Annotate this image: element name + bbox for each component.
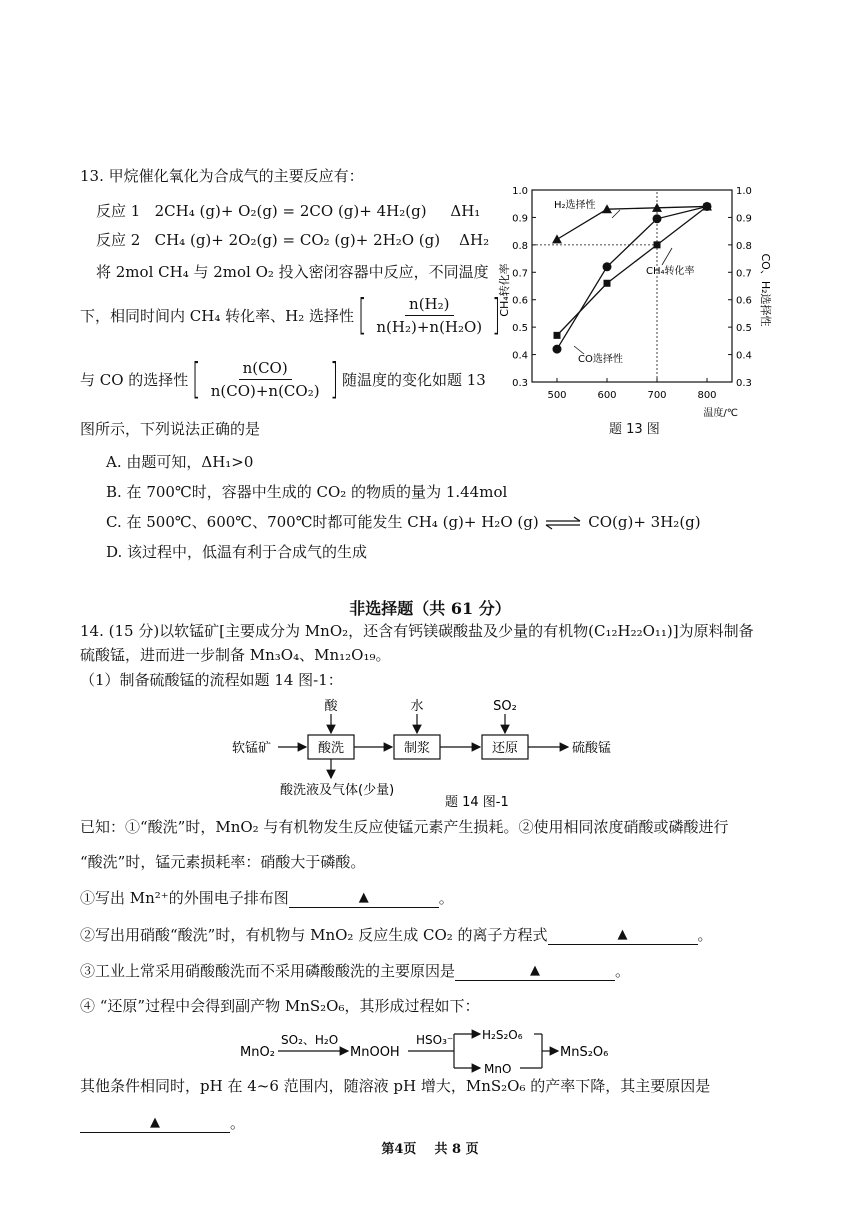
y-tick-label-left: 0.4	[512, 350, 528, 362]
option-c-text: C. 在 500℃、600℃、700℃时都可能发生 CH₄ (g)+ H₂O (g)	[106, 513, 539, 531]
co-selectivity-formula: [ $\frac{n(CO)}{\text{n(CO)+n(CO₂)}}$ ]	[192, 354, 338, 403]
option-a: A. 由题可知，ΔH₁>0	[106, 453, 254, 471]
q13-paragraph-3-tail: 随温度的变化如题 13	[341, 370, 486, 389]
y-tick-label-left: 0.6	[512, 295, 528, 307]
point-circle	[703, 202, 712, 211]
option-b: B. 在 700℃时，容器中生成的 CO₂ 的物质的量为 1.44mol	[106, 483, 508, 501]
y-tick-label-left: 1.0	[512, 186, 528, 197]
flow-raw-material: 软锰矿	[232, 741, 272, 756]
reaction-1	[96, 201, 480, 221]
scheme-start: MnO₂	[240, 1045, 275, 1060]
q14-question-1-text: ①写出 Mn²⁺的外围电子排布图	[80, 889, 289, 907]
q14-question-5-answer	[80, 1112, 245, 1133]
legend-co-selectivity: CO选择性	[578, 354, 623, 365]
y-tick-label-right: 0.8	[736, 240, 752, 252]
q14-question-5: 其他条件相同时，pH 在 4~6 范围内，随溶液 pH 增大，MnS₂O₆ 的产率下降，其主要原因是	[80, 1077, 711, 1095]
scheme-reagent-2: HSO₃⁻	[416, 1033, 454, 1047]
answer-blank-2[interactable]	[548, 924, 698, 945]
q14-question-3-text: ③工业上常采用硝酸酸洗而不采用磷酸酸洗的主要原因是	[80, 962, 456, 980]
q13-paragraph-3-text: 与 CO 的选择性	[80, 370, 189, 389]
q14-question-4: ④ “还原”过程中会得到副产物 MnS₂O₆，其形成过程如下：	[80, 997, 480, 1015]
q14-question-2	[80, 924, 713, 945]
blank-marker: ▲	[530, 963, 541, 978]
legend-ch4-conversion: CH₄转化率	[646, 266, 695, 277]
flow-box-slurry-label: 制浆	[403, 741, 431, 756]
leader-line-h2	[612, 210, 620, 218]
leader-line-co	[574, 346, 584, 354]
option-c-product: CO(g)+ 3H₂(g)	[588, 513, 701, 531]
page-number: 第4页	[381, 1142, 417, 1157]
y-tick-label-right: 0.7	[736, 268, 752, 280]
q14-known-1: 已知：①“酸洗”时，MnO₂ 与有机物发生反应使锰元素产生损耗。②使用相同浓度硝酸或磷酸进行	[80, 818, 729, 836]
blank-marker: ▲	[617, 927, 628, 942]
reaction-scheme	[236, 1022, 656, 1082]
flow-box-reduce-label: 还原	[491, 741, 519, 756]
q13-paragraph-2	[80, 290, 505, 339]
y-tick-label-left: 0.7	[512, 268, 528, 280]
reaction-2	[96, 230, 489, 250]
q13-paragraph-4: 图所示，下列说法正确的是	[80, 420, 261, 438]
y-tick-label-right: 1.0	[736, 186, 752, 197]
reaction-2-label: 反应 2	[96, 231, 141, 249]
h2-formula-numerator: n(H₂)	[405, 295, 453, 316]
flow-output-waste: 酸洗液及气体(少量)	[280, 783, 395, 798]
period: 。	[615, 962, 631, 980]
q14-known-2: “酸洗”时，锰元素损耗率：硝酸大于磷酸。	[80, 853, 366, 871]
y-tick-label-right: 0.9	[736, 213, 752, 225]
q13-paragraph-3	[80, 354, 486, 403]
scheme-branch-top: H₂S₂O₆	[482, 1028, 523, 1042]
x-tick-label: 700	[647, 390, 667, 401]
reaction-2-dh: ΔH₂	[459, 231, 490, 249]
q14-question-3	[80, 960, 630, 981]
y-tick-label-left: 0.5	[512, 323, 528, 335]
q13-intro: 13. 甲烷催化氧化为合成气的主要反应有：	[80, 167, 364, 185]
option-d: D. 该过程中，低温有利于合成气的生成	[106, 543, 368, 561]
plot-area-frame	[532, 190, 732, 382]
flow-box-acid-wash-label: 酸洗	[317, 741, 345, 756]
answer-blank-4[interactable]	[80, 1112, 230, 1133]
flow-input-water: 水	[410, 699, 424, 714]
q14-line-1: 14. (15 分)以软锰矿[主要成分为 MnO₂，还含有钙镁碳酸盐及少量的有机物(C₁₂H₂₂O₁₁)]为原料制备	[80, 622, 754, 640]
h2-formula-denominator: n(H₂)+n(H₂O)	[376, 317, 483, 336]
period: 。	[697, 926, 713, 944]
scheme-reagent-1: SO₂、H₂O	[281, 1033, 339, 1047]
scheme-intermediate: MnOOH	[350, 1045, 400, 1060]
reaction-1-equation: 2CH₄ (g)+ O₂(g) = 2CO (g)+ 4H₂(g)	[154, 202, 427, 220]
section-title: 非选择题（共 61 分）	[349, 599, 511, 618]
series-line-2	[557, 206, 707, 349]
period: 。	[438, 889, 454, 907]
x-tick-label: 600	[597, 390, 617, 401]
q14-sub-1: （1）制备硫酸锰的流程如题 14 图-1：	[80, 671, 343, 689]
q13-paragraph-2-text: 下，相同时间内 CH₄ 转化率、H₂ 选择性	[80, 306, 354, 325]
answer-blank-3[interactable]	[455, 960, 615, 981]
period: 。	[230, 1114, 246, 1132]
q14-question-2-text: ②写出用硝酸“酸洗”时，有机物与 MnO₂ 反应生成 CO₂ 的离子方程式	[80, 926, 548, 944]
y-axis-left-label: CH₄转化率	[498, 263, 511, 317]
point-square	[554, 332, 561, 339]
flow-input-acid: 酸	[324, 699, 338, 714]
reaction-2-equation: CH₄ (g)+ 2O₂(g) = CO₂ (g)+ 2H₂O (g)	[154, 231, 441, 249]
point-circle	[553, 345, 562, 354]
scheme-branch-bottom: MnO	[484, 1062, 512, 1076]
y-tick-label-left: 0.9	[512, 213, 528, 225]
y-tick-label-left: 0.8	[512, 240, 528, 252]
h2-selectivity-formula: [ $\frac{\text{n(H₂)}}{\text{n(H₂)+n(H₂O)}}$ ]	[358, 290, 501, 339]
page-total: 共 8 页	[434, 1142, 479, 1157]
scheme-end: MnS₂O₆	[560, 1045, 609, 1060]
y-axis-right-label: CO、H₂选择性	[759, 253, 772, 327]
equilibrium-arrow-icon	[544, 516, 582, 530]
y-tick-label-right: 0.3	[736, 378, 752, 389]
q14-question-1	[80, 887, 454, 908]
x-axis-label: 温度/℃	[703, 408, 738, 419]
co-formula-numerator: n(CO)	[239, 359, 292, 380]
q13-chart	[500, 180, 770, 420]
point-square	[654, 241, 661, 248]
flowchart-14-1	[220, 692, 700, 812]
x-tick-label: 800	[697, 390, 717, 401]
page-footer	[0, 1138, 860, 1157]
y-tick-label-right: 0.4	[736, 350, 752, 362]
flow-product: 硫酸锰	[572, 741, 612, 756]
point-square	[604, 280, 611, 287]
y-tick-label-left: 0.3	[512, 378, 528, 389]
flow-caption: 题 14 图-1	[445, 795, 509, 810]
co-formula-denominator: n(CO)+n(CO₂)	[210, 381, 320, 400]
flow-input-so2: SO₂	[493, 699, 517, 714]
y-tick-label-right: 0.5	[736, 323, 752, 335]
chart-caption: 题 13 图	[609, 422, 660, 437]
reaction-1-label: 反应 1	[96, 202, 141, 220]
x-tick-label: 500	[547, 390, 567, 401]
leader-line-ch4	[662, 248, 672, 265]
legend-h2-selectivity: H₂选择性	[554, 200, 596, 211]
q13-paragraph-1: 将 2mol CH₄ 与 2mol O₂ 投入密闭容器中反应，不同温度	[96, 263, 489, 281]
blank-marker: ▲	[150, 1115, 160, 1130]
point-circle	[653, 214, 662, 223]
point-circle	[603, 262, 612, 271]
blank-marker: ▲	[358, 890, 369, 905]
point-triangle	[552, 234, 562, 243]
y-tick-label-right: 0.6	[736, 295, 752, 307]
option-c	[106, 512, 701, 532]
q14-line-2: 硫酸锰，进而进一步制备 Mn₃O₄、Mn₁₂O₁₉。	[80, 646, 391, 664]
answer-blank-1[interactable]	[289, 887, 439, 908]
reaction-1-dh: ΔH₁	[450, 202, 481, 220]
